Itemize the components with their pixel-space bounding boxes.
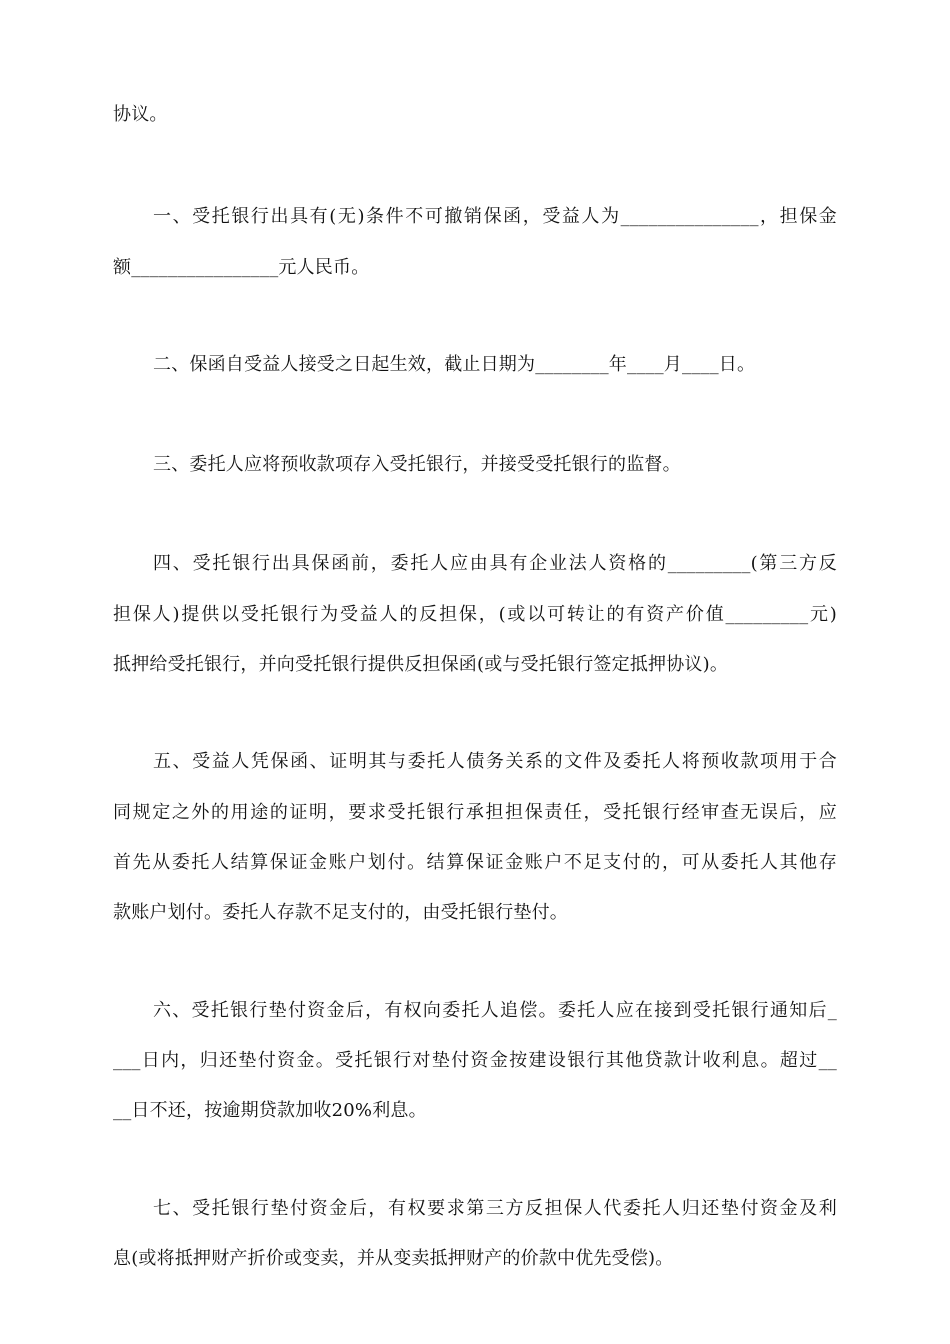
clause-2-line-1: 二、保函自受益人接受之日起生效，截止日期为________年____月____日。 [153, 354, 756, 375]
clause-6-line-3: __日不还，按逾期贷款加收20%利息。 [113, 1100, 427, 1121]
paragraph-line-continuation: 协议。 [113, 104, 168, 125]
clause-6-line-2: ___日内，归还垫付资金。受托银行对垫付资金按建设银行其他贷款计收利息。超过__ [113, 1050, 837, 1071]
clause-1-line-1: 一、受托银行出具有(无)条件不可撤销保函，受益人为_______________，担保金 [153, 206, 837, 227]
clause-7-line-1: 七、受托银行垫付资金后，有权要求第三方反担保人代委托人归还垫付资金及利 [153, 1198, 837, 1219]
clause-4-line-1: 四、受托银行出具保函前，委托人应由具有企业法人资格的_________(第三方反 [153, 553, 837, 574]
clause-1-line-2: 额________________元人民币。 [113, 257, 370, 278]
clause-5-line-2: 同规定之外的用途的证明，要求受托银行承担担保责任，受托银行经审查无误后，应 [113, 802, 837, 823]
clause-4-line-2: 担保人)提供以受托银行为受益人的反担保，(或以可转让的有资产价值_________元) [113, 604, 837, 625]
clause-5-line-4: 款账户划付。委托人存款不足支付的，由受托银行垫付。 [113, 902, 568, 923]
clause-3-line-1: 三、委托人应将预收款项存入受托银行，并接受受托银行的监督。 [153, 454, 681, 475]
clause-5-line-1: 五、受益人凭保函、证明其与委托人债务关系的文件及委托人将预收款项用于合 [153, 751, 837, 772]
clause-6-line-1: 六、受托银行垫付资金后，有权向委托人追偿。委托人应在接到受托银行通知后_ [153, 1000, 837, 1021]
clause-5-line-3: 首先从委托人结算保证金账户划付。结算保证金账户不足支付的，可从委托人其他存 [113, 852, 837, 873]
clause-7-line-2: 息(或将抵押财产折价或变卖，并从变卖抵押财产的价款中优先受偿)。 [113, 1248, 674, 1269]
clause-4-line-3: 抵押给受托银行，并向受托银行提供反担保函(或与受托银行签定抵押协议)。 [113, 654, 729, 675]
